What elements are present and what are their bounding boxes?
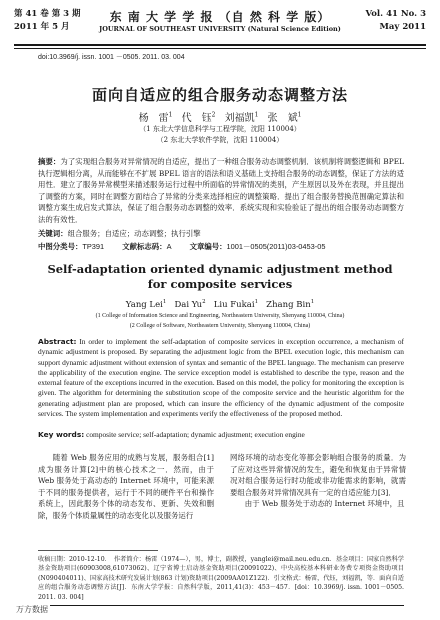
doc-code-value: A (166, 242, 172, 251)
classification-line (38, 241, 404, 252)
footnote-rule (38, 550, 158, 551)
clc-value: TP391 (82, 242, 105, 251)
keywords-cn-text: 组合服务；自适应；动态调整；执行引擎 (67, 229, 201, 238)
title-cn: 面向自适应的组合服务动态调整方法 (91, 86, 348, 104)
title-en (0, 262, 440, 292)
doc-code-label: 文献标志码： (122, 242, 167, 251)
abstract-en-label: Abstract: (38, 337, 77, 346)
author-cn: 张 斌$^1$ (267, 111, 302, 124)
abstract-cn-text: 为了实现组合服务对异常情况的自适应，提出了一种组合服务动态调整机制．该机制将调整逻辑和 BPEL 执行逻辑相分离，从而能够在不扩展 BPEL 语言的语法和语义基础上支持组合服务的动态调整，保证了方法的适用性．建立了服务异常模型来描述服务运行过程中所面临的异常情况的类别，产生原因以及外在表现，并且提出了调整的方案，同时在调整方面结合了异常的分类来选择相应的调整策略．提出了组合服务替换范围确定算法和调整方案生成启发式算法，保证了组合服务动态调整的效率．系统实现和实验验证了提出的组合服务动态调整方法的有效性． (38, 157, 404, 224)
volume-en: Vol. 41 No. 3 (365, 9, 426, 19)
affiliations-cn (0, 124, 440, 146)
title-en-line-2: for composite services (147, 277, 293, 291)
author-en: Zhang Bin$^1$ (266, 299, 315, 310)
author-en: Dai Yu$^2$ (174, 299, 206, 310)
article-no-label: 文章编号： (189, 242, 227, 251)
author-en: Yang Lei$^1$ (125, 299, 167, 310)
author-en: Liu Fukai$^1$ (213, 299, 259, 310)
journal-name-cn: 东 南 大 学 学 报 （自 然 科 学 版） (109, 10, 331, 24)
author-cn: 代 钰$^2$ (181, 111, 216, 124)
title-en-line-1: Self-adaptation oriented dynamic adjustment method (47, 262, 393, 276)
header-right (365, 8, 426, 34)
header-rule-thin (14, 48, 426, 49)
bottom-rule (38, 605, 404, 606)
affiliation-en-2: (2 College of Software, Northeastern University, Shenyang 110004, China) (129, 323, 311, 329)
author-cn: 刘福凯$^1$ (224, 111, 259, 124)
abstract-cn (38, 156, 404, 226)
body-paragraph: 网络环境的动态变化等都会影响组合服务的质量．为了应对这些异常情况的发生，避免和恢复由于异常情况对组合服务运行时功能或非功能需求的影响，就需要组合服务对异常情况具有一定的自适应能力[3]． (230, 453, 406, 497)
keywords-en-label: Key words: (38, 430, 85, 439)
clc-label: 中图分类号： (38, 242, 83, 251)
watermark: 万方数据 (16, 605, 48, 614)
authors-cn (0, 109, 440, 124)
footnote: 收稿日期：2010-12-10． 作者简介：杨雷（1974—），男，博士，副教授，yanglei@mail.neu.edu.cn．基金项目：国家自然科学基金资助项目(60903008,61073062)、辽宁省博士启动基金资助项目(20091022)、中央高校基本科研业务费专项资金资助项目(N090404011)、国家高技术研究发展计划(863 计划)资助项目(2009AA01Z122)．引文格式：杨雷，代钰，刘福凯，等．面向自适应的组合服务动态调整方法[J]．东南大学学报：自然科学版，2011,41(3)：453－457．[doi：10.3969/j. issn. 1001－0505. 2011. 03. 004] (38, 556, 404, 601)
abstract-en-text: In order to implement the self-adaptation of composite services in exception occurrence, a mechanism of dynamic adjustment is proposed. By separating the adjustment logic from the BPEL execution logic, this mechanism can support dynamic adjustment without extension of syntax and semantic of the BPEL language. The mechanism can preserve the applicability of the execution engine. The service exception model is established to describe the type, reason and the external feature of the exceptions incurred in the execution. Based on this model, the policy for monitoring the exception is given. The algorithm for determining the substitution scope of the composite service and the heuristic algorithm for the generating adjustment plan are proposed, which can insure the efficiency of the dynamic adjustment of the composite services. The system implementation and experiments verify the effectiveness of the proposed method. (38, 337, 404, 419)
body-column-left (38, 452, 214, 522)
journal-header (14, 8, 426, 48)
date-cn: 2011 年 5 月 (14, 22, 70, 32)
keywords-en-text: composite service; self-adaptation; dynamic adjustment; execution engine (86, 430, 305, 439)
author-cn: 杨 雷$^1$ (138, 111, 173, 124)
affiliation-en-1: (1 College of Information Science and Engineering, Northeastern University, Shenyang 110004, China) (95, 313, 345, 319)
volume-cn: 第 41 卷 第 3 期 (14, 9, 81, 19)
abstract-cn-label: 摘要： (38, 157, 61, 166)
article-no-value: 1001－0505(2011)03-0453-05 (226, 242, 326, 251)
affiliation-cn-2: （2 东北大学软件学院，沈阳 110004） (156, 136, 284, 144)
keywords-cn-label: 关键词： (38, 229, 68, 238)
date-en: May 2011 (379, 22, 426, 32)
authors-en (0, 299, 440, 310)
journal-name-en: JOURNAL OF SOUTHEAST UNIVERSITY (Natural Science Edition) (99, 25, 341, 33)
body-column-right (230, 452, 406, 510)
body-paragraph: 由于 Web 服务处于动态的 Internet 环境中，且 (244, 499, 405, 509)
doi-line: doi:10.3969/j. issn. 1001 －0505. 2011. 03. 004 (38, 54, 185, 61)
affiliations-en (0, 311, 440, 331)
body-paragraph: 随着 Web 服务应用的成熟与发展，服务组合[1]成为服务计算[2]中的核心技术之一．然而，由于 Web 服务处于高动态的 Internet 环境中，可能来源于不同的服务提供者，运行于不同的硬件平台和操作系统上，因此服务个体的动态发布、更新、失效和删除，服务个体质量属性的动态变化以及服务运行 (38, 453, 214, 520)
header-rule-thick (14, 44, 426, 46)
affiliation-cn-1: （1 东北大学信息科学与工程学院，沈阳 110004） (139, 125, 301, 133)
keywords-cn (38, 228, 404, 239)
keywords-en (38, 430, 404, 439)
abstract-en (38, 337, 404, 419)
